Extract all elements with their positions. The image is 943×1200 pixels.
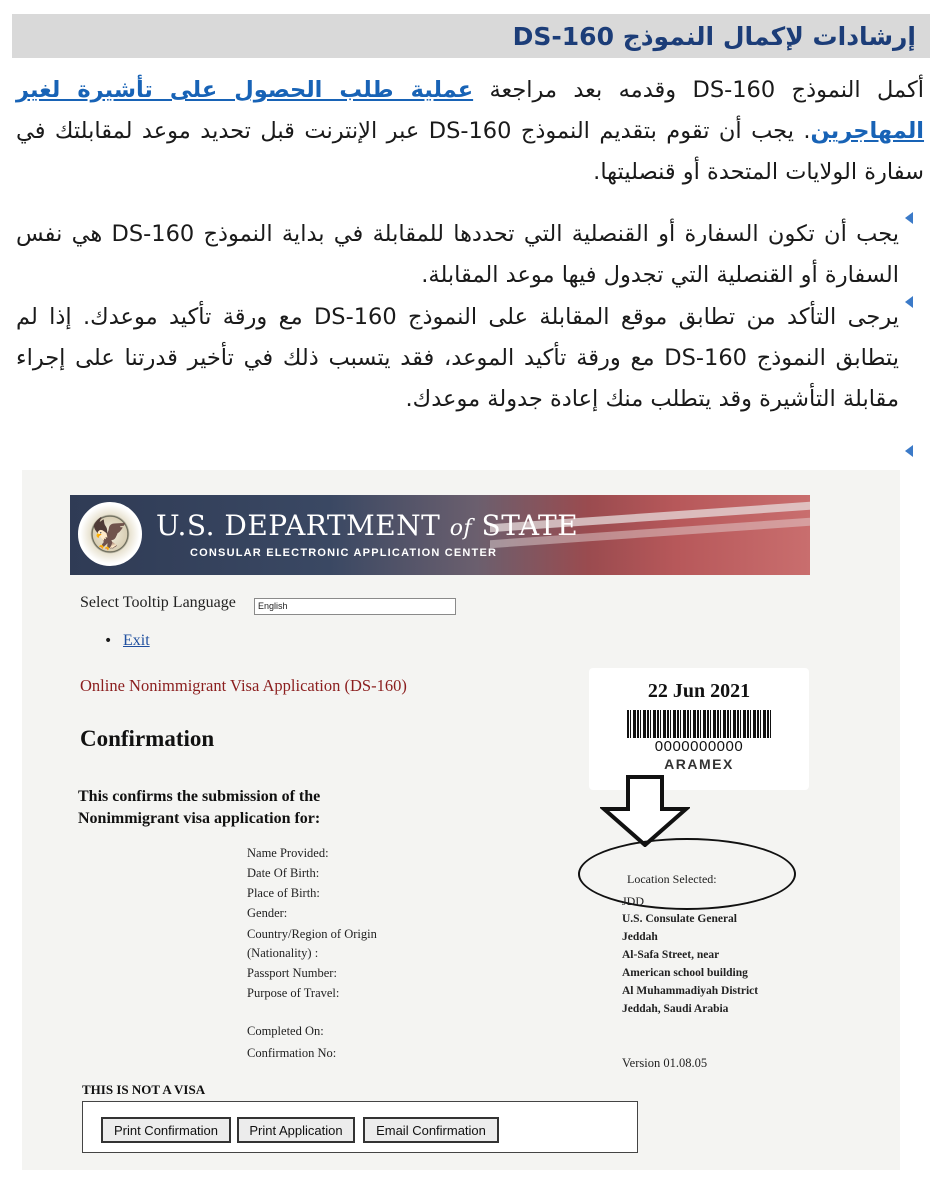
field-place-of-birth: Place of Birth: <box>247 886 320 900</box>
location-selected-label: Location Selected: <box>627 872 717 886</box>
email-confirmation-button[interactable]: Email Confirmation <box>363 1117 499 1143</box>
department-name: U.S. DEPARTMENT of STATE <box>156 509 579 542</box>
address-line: Al-Safa Street, near <box>622 949 720 961</box>
courier-sticker <box>589 668 809 790</box>
address-line: U.S. Consulate General <box>622 913 737 925</box>
field-nationality: (Nationality) : <box>247 946 319 960</box>
location-code: JDD <box>622 894 645 908</box>
bullet-location-match: يرجى التأكد من تطابق موقع المقابلة على النموذج DS-160 مع ورقة تأكيد موعدك. إذا لم يتطابق النموذج DS-160 مع ورقة تأكيد الموعد، فقد يتسبب ذلك في تأخير قدرتنا على إجراء مقابلة التأشيرة وقد يتطلب منك إعادة جدولة موعدك. <box>16 304 899 412</box>
sticker-brand: ARAMEX <box>664 756 734 772</box>
version-label: Version 01.08.05 <box>622 1056 708 1070</box>
barcode-icon <box>627 710 773 738</box>
field-passport-number: Passport Number: <box>247 966 337 980</box>
location-address <box>622 910 758 1018</box>
article-title-bar <box>12 14 930 58</box>
action-buttons-box <box>82 1101 638 1153</box>
tooltip-language-select[interactable]: English <box>254 598 456 615</box>
application-title: Online Nonimmigrant Visa Application (DS-160) <box>80 676 407 695</box>
tooltip-language-label: Select Tooltip Language <box>80 594 236 611</box>
confirmation-heading: Confirmation <box>80 726 215 751</box>
print-confirmation-button[interactable]: Print Confirmation <box>101 1117 231 1143</box>
ds160-confirmation-image <box>22 470 900 1170</box>
state-department-seal-icon: 🦅 <box>78 502 142 566</box>
address-line: Jeddah, Saudi Arabia <box>622 1003 729 1015</box>
address-line: American school building <box>622 967 748 979</box>
field-country-origin: Country/Region of Origin <box>247 927 377 941</box>
address-line: Jeddah <box>622 931 658 943</box>
nonimmigrant-visa-process-link[interactable]: عملية طلب الحصول على تأشيرة لغير المهاجرين <box>16 77 925 144</box>
exit-bullet-icon: • <box>104 633 113 649</box>
field-purpose-of-travel: Purpose of Travel: <box>247 986 340 1000</box>
down-arrow-icon <box>600 775 690 847</box>
field-gender: Gender: <box>247 906 288 920</box>
field-confirmation-no: Confirmation No: <box>247 1046 337 1060</box>
bullet-embassy-match: يجب أن تكون السفارة أو القنصلية التي تحددها للمقابلة في بداية النموذج DS-160 هي نفس السفارة أو القنصلية التي تجدول فيها موعد المقابلة. <box>16 221 899 288</box>
bullet-triangle-icon <box>905 445 913 457</box>
field-completed-on: Completed On: <box>247 1024 324 1038</box>
field-date-of-birth: Date Of Birth: <box>247 866 320 880</box>
intro-paragraph <box>16 70 924 193</box>
exit-link[interactable]: Exit <box>123 632 150 649</box>
intro-text-1: أكمل النموذج DS-160 وقدمه بعد مراجعة <box>473 77 924 103</box>
print-application-button[interactable]: Print Application <box>237 1117 355 1143</box>
sticker-number: 0000000000 <box>654 738 744 755</box>
sticker-date: 22 Jun 2021 <box>647 680 751 702</box>
article-title: إرشادات لإكمال النموذج DS-160 <box>512 21 916 51</box>
confirmation-text: This confirms the submission of the Nonimmigrant visa application for: <box>78 788 321 827</box>
department-of-state-header <box>70 495 810 575</box>
intro-text-2: . يجب أن تقوم بتقديم النموذج DS-160 عبر الإنترنت قبل تحديد موعد لمقابلتك في سفارة الولايات المتحدة أو قنصليتها. <box>16 118 924 185</box>
ceac-subtitle: CONSULAR ELECTRONIC APPLICATION CENTER <box>190 547 498 559</box>
address-line: Al Muhammadiyah District <box>622 985 759 997</box>
not-a-visa-notice: THIS IS NOT A VISA <box>82 1082 206 1097</box>
bullet-triangle-icon <box>905 212 913 224</box>
field-name-provided: Name Provided: <box>247 846 329 860</box>
bullet-triangle-icon <box>905 296 913 308</box>
